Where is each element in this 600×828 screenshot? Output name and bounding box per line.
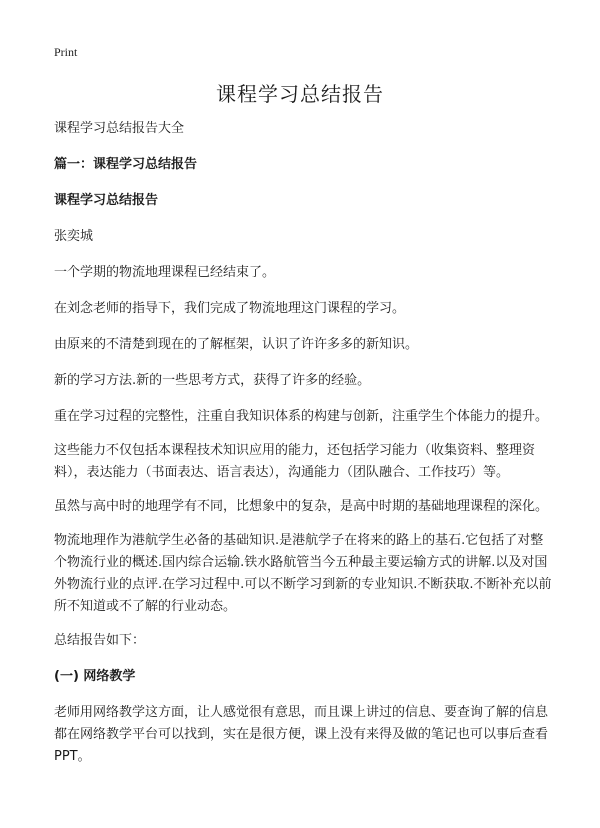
paragraph: 物流地理作为港航学生必备的基础知识.是港航学子在将来的路上的基石.它包括了对整个物流行业的概述.国内综合运输.铁水路航管当今五种最主要运输方式的讲解.以及对国外物流行业的点评.在学习过程中.可以不断学习到新的专业知识.不断获取.不断补充以前所不知道或不了解的行业动态。 (54, 533, 552, 614)
subsection-heading: (一) 网络教学 (54, 669, 136, 684)
section-heading: 篇一：课程学习总结报告 (54, 157, 198, 172)
doc-subtitle: 课程学习总结报告大全 (54, 121, 185, 136)
paragraph: 这些能力不仅包括本课程技术知识应用的能力，还包括学习能力（收集资料、整理资料），表达能力（书面表达、语言表达），沟通能力（团队融合、工作技巧）等。 (54, 443, 536, 480)
paragraph: 总结报告如下： (54, 633, 146, 648)
paragraph: 由原来的不清楚到现在的了解框架，认识了许许多多的新知识。 (54, 337, 419, 352)
paragraph: 虽然与高中时的地理学有不同，比想象中的复杂，是高中时期的基础地理课程的深化。 (54, 499, 549, 514)
paragraph: 在刘念老师的指导下，我们完成了物流地理这门课程的学习。 (54, 301, 406, 316)
document-title: 课程学习总结报告 (216, 82, 384, 106)
author-name: 张奕城 (54, 229, 94, 244)
paragraph: 老师用网络教学这方面，让人感觉很有意思，而且课上讲过的信息、要查询了解的信息都在网络教学平台可以找到，实在是很方便，课上没有来得及做的笔记也可以事后查看PPT。 (54, 705, 549, 764)
document-body (54, 118, 554, 780)
paragraph: 一个学期的物流地理课程已经结束了。 (54, 265, 276, 280)
report-heading: 课程学习总结报告 (54, 193, 159, 208)
paragraph: 重在学习过程的完整性，注重自我知识体系的构建与创新，注重学生个体能力的提升。 (54, 409, 549, 424)
paragraph: 新的学习方法.新的一些思考方式，获得了许多的经验。 (54, 373, 371, 388)
print-link[interactable]: Print (54, 45, 78, 59)
